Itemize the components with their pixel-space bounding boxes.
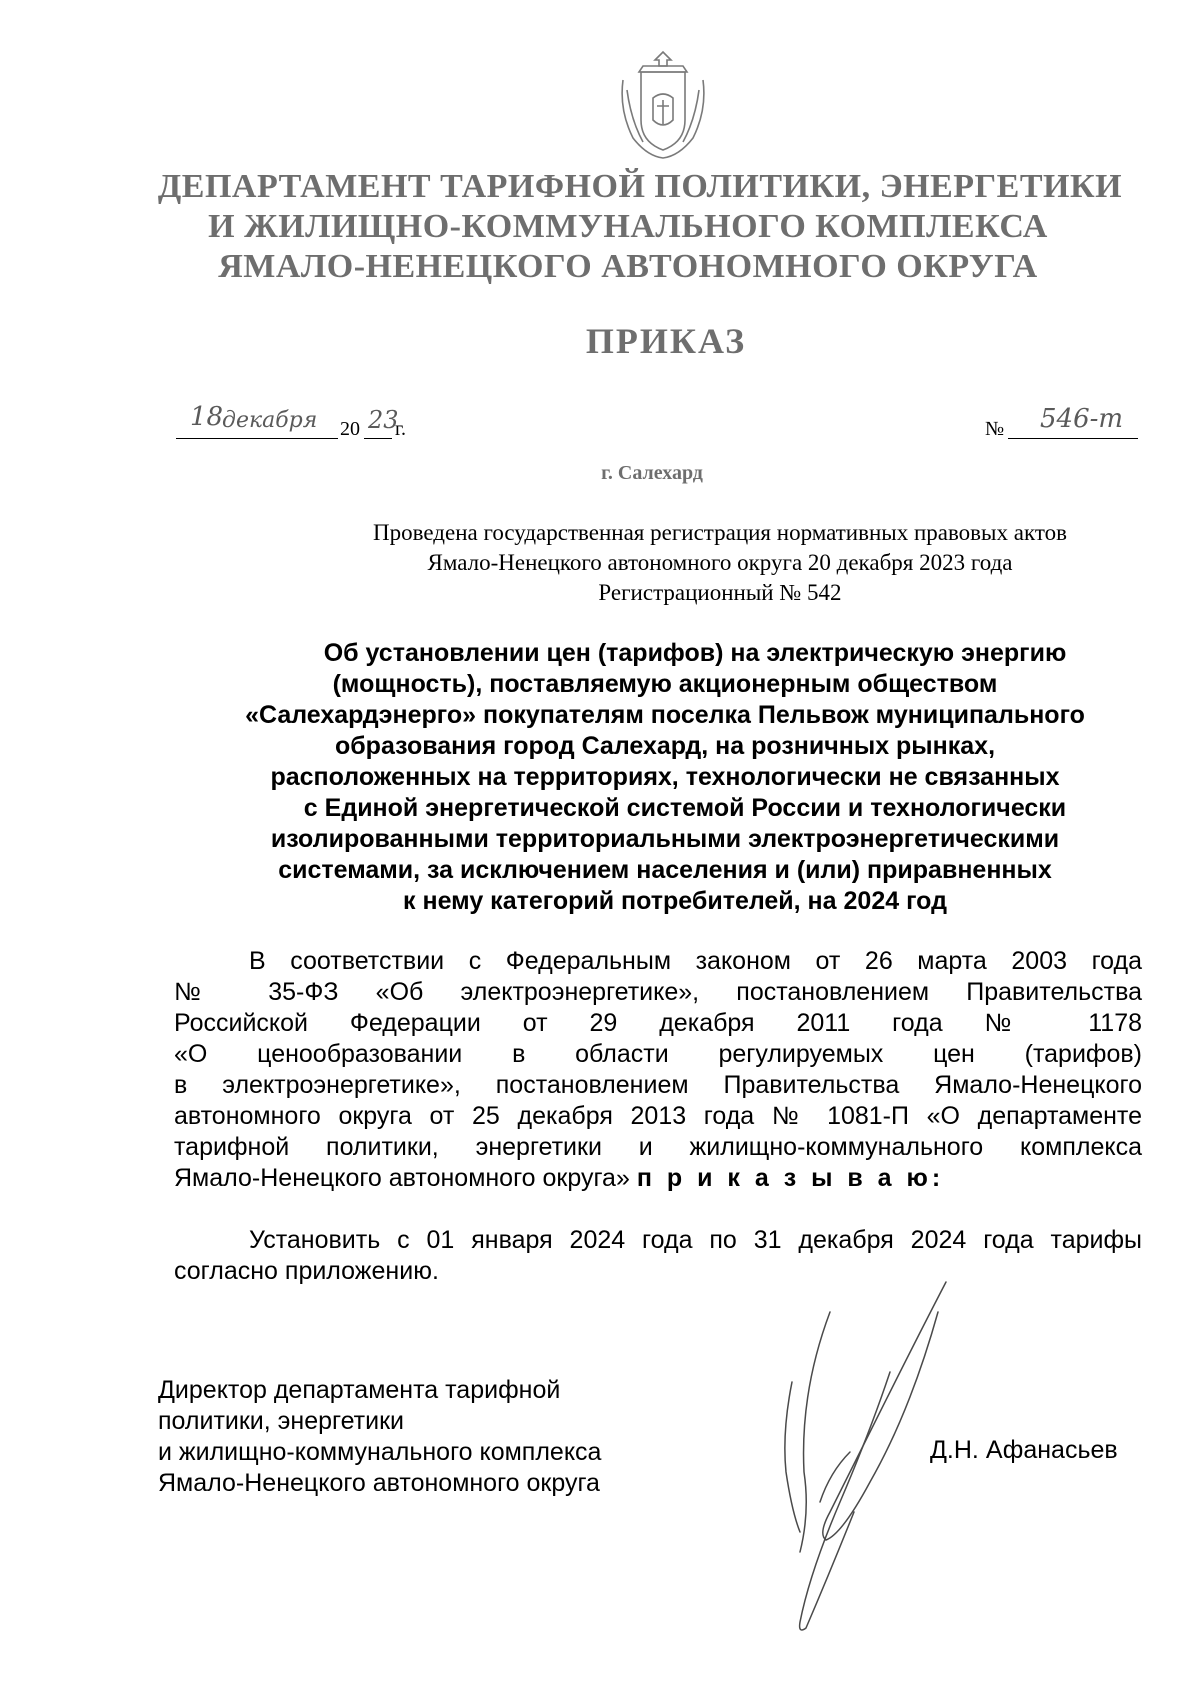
paragraph-line: автономного округа от 25 декабря 2013 года № 1081-П «О департаменте [174, 1102, 1142, 1130]
registration-line-2: Ямало-Ненецкого автономного округа 20 декабря 2023 года [427, 550, 1013, 575]
year-underline [364, 438, 392, 439]
paragraph-line: В соответствии с Федеральным законом от 26 марта 2003 года [249, 947, 1142, 975]
preamble-paragraph [174, 946, 1142, 1194]
order-number-value: 546-т [1040, 404, 1124, 434]
department-name-line-2: И ЖИЛИЩНО-КОММУНАЛЬНОГО КОМПЛЕКСА [208, 208, 1048, 245]
paragraph-line: № 35-ФЗ «Об электроэнергетике», постановлением Правительства [174, 978, 1142, 1006]
signatory-name: Д.Н. Афанасьев [930, 1436, 1118, 1464]
title-line: изолированными территориальными электроэнергетическими [270, 825, 1060, 853]
date-year-prefix: 20 [340, 418, 360, 440]
order-word: п р и к а з ы в а ю: [636, 1164, 945, 1192]
number-underline [1008, 438, 1138, 439]
date-year-suffix: 23 [368, 406, 399, 434]
paragraph-line [174, 1163, 1142, 1194]
position-line: и жилищно-коммунального комплекса [158, 1438, 602, 1466]
signatory-position [158, 1375, 601, 1499]
title-line: с Единой энергетической системой России и технологически [303, 794, 1067, 822]
department-name-line-1: ДЕПАРТАМЕНТ ТАРИФНОЙ ПОЛИТИКИ, ЭНЕРГЕТИКИ [157, 168, 1123, 205]
paragraph-line: Российской Федерации от 29 декабря 2011 года № 1178 [174, 1009, 1142, 1037]
city: г. Салехард [601, 462, 703, 484]
paragraph-line: в электроэнергетике», постановлением Правительства Ямало-Ненецкого [174, 1071, 1142, 1099]
registration-line-1: Проведена государственная регистрация нормативных правовых актов [373, 520, 1067, 545]
coat-of-arms-icon [613, 50, 713, 162]
order-paragraph [174, 1225, 1142, 1287]
paragraph-line: тарифной политики, энергетики и жилищно-коммунального комплекса [174, 1133, 1142, 1161]
position-line: Ямало-Ненецкого автономного округа [158, 1469, 600, 1497]
paragraph-text: Ямало-Ненецкого автономного округа» [174, 1164, 630, 1192]
title-line: системами, за исключением населения и (или) приравненных [278, 856, 1052, 884]
position-line: политики, энергетики [158, 1407, 404, 1435]
date-g-suffix: г. [395, 418, 406, 440]
title-line: «Салехардэнерго» покупателям поселка Пельвож муниципального [245, 701, 1085, 729]
date-month: декабря [222, 408, 318, 433]
paragraph-line: Установить с 01 января 2024 года по 31 декабря 2024 года тарифы [249, 1226, 1142, 1254]
title-line: к нему категорий потребителей, на 2024 год [403, 887, 947, 915]
date-underline [176, 438, 338, 439]
order-number-label: № [985, 418, 1005, 440]
registration-line-3: Регистрационный № 542 [598, 580, 842, 605]
title-line: образования город Салехард, на розничных рынках, [334, 732, 996, 760]
title-line: (мощность), поставляемую акционерным обществом [332, 670, 998, 698]
department-name-line-3: ЯМАЛО-НЕНЕЦКОГО АВТОНОМНОГО ОКРУГА [218, 248, 1038, 285]
paragraph-line: согласно приложению. [174, 1257, 439, 1285]
position-line: Директор департамента тарифной [158, 1376, 561, 1404]
paragraph-line: «О ценообразовании в области регулируемых цен (тарифов) [174, 1040, 1142, 1068]
date-day: 18 [190, 402, 224, 432]
title-line: расположенных на территориях, технологически не связанных [270, 763, 1060, 791]
document-type-title: ПРИКАЗ [585, 321, 747, 361]
order-title [170, 638, 1160, 917]
title-line: Об установлении цен (тарифов) на электрическую энергию [323, 639, 1067, 667]
